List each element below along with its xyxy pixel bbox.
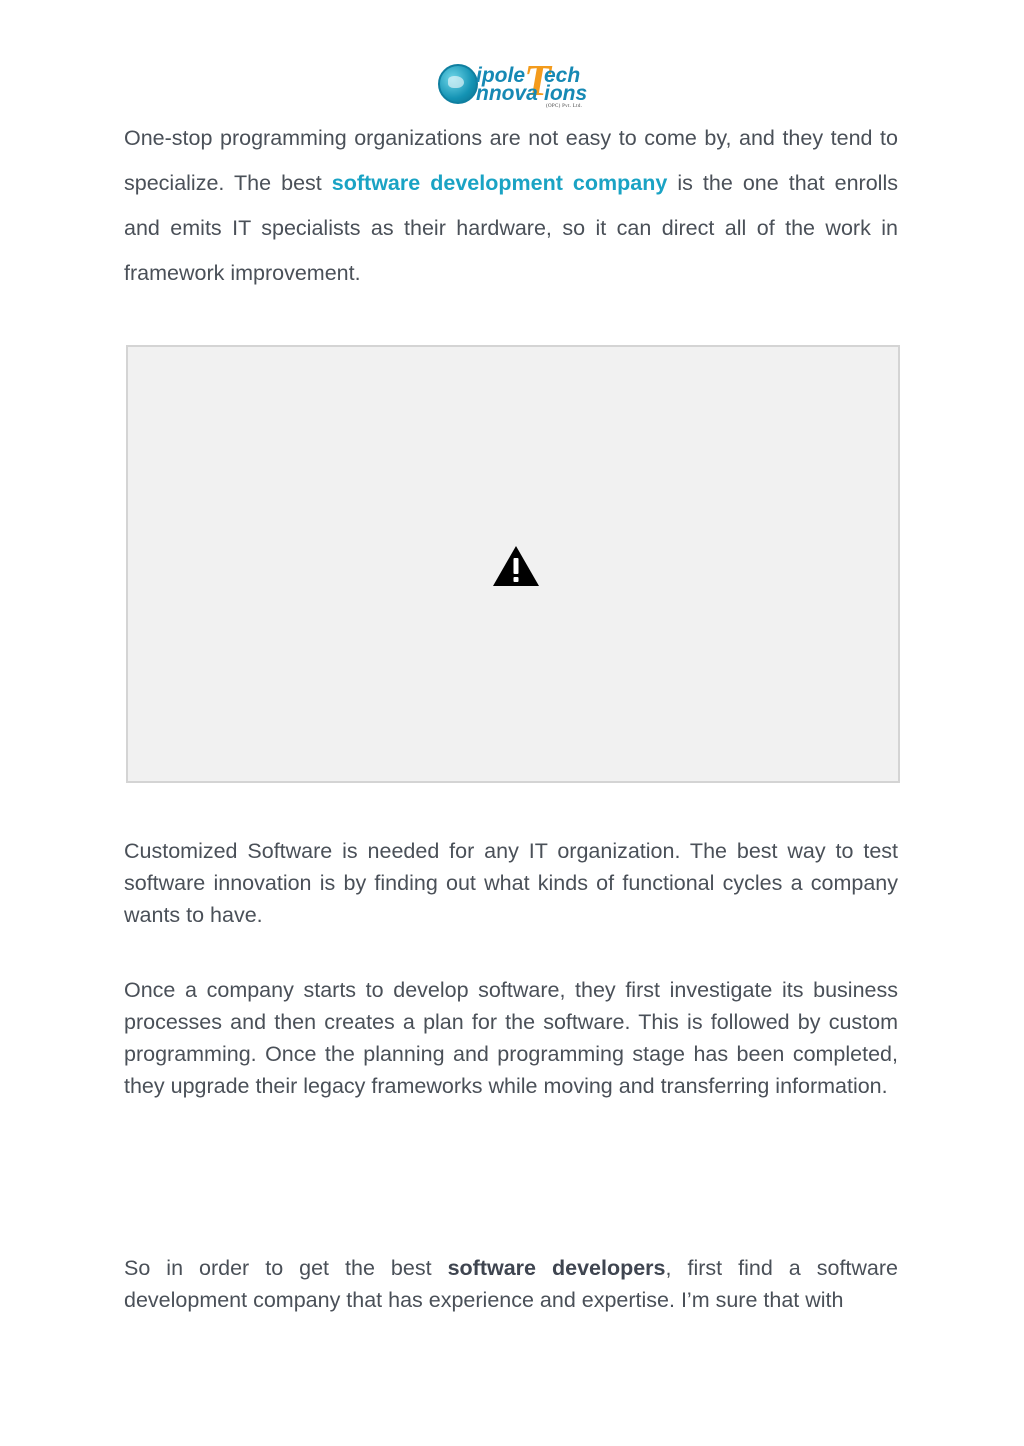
software-development-company-link[interactable]: software development company xyxy=(331,171,668,195)
intro-text-end: is the one that enrolls and emits IT specialists as their hardware, so it can direct all of the work in framework improvement. xyxy=(124,171,898,285)
development-process-paragraph: Once a company starts to develop software, they first investigate its business processes and then creates a plan for the software. This is followed by custom programming. Once the planning and programming stage has been completed, they upgrade their legacy frameworks while moving and transferring information. xyxy=(124,978,898,1098)
intro-text-start: One-stop programming organizations are not easy to come by, and they tend to specialize. The best xyxy=(124,126,898,195)
software-developers-emphasis: software developers xyxy=(447,1256,666,1280)
globe-icon xyxy=(438,64,478,104)
conclusion-paragraph xyxy=(124,1252,898,1316)
warning-icon xyxy=(492,545,540,587)
company-logo xyxy=(436,56,588,110)
logo-big-letter: T xyxy=(524,56,551,105)
broken-image-placeholder xyxy=(126,345,900,783)
logo-word-2a: nnova xyxy=(476,82,538,105)
logo-word-1b: ech xyxy=(544,64,581,87)
logo-subtitle: (OPC) Pvt. Ltd. xyxy=(546,104,583,109)
intro-paragraph xyxy=(124,116,898,296)
conclusion-text-end: , first find a software development company that has experience and expertise. I’m sure that with xyxy=(124,1256,898,1312)
customized-software-paragraph: Customized Software is needed for any IT organization. The best way to test software innovation is by finding out what kinds of functional cycles a company wants to have. xyxy=(124,839,898,927)
conclusion-text-start: So in order to get the best xyxy=(124,1256,448,1280)
logo-word-2b: ions xyxy=(544,82,588,105)
logo-word-1a: ipole xyxy=(476,64,526,87)
